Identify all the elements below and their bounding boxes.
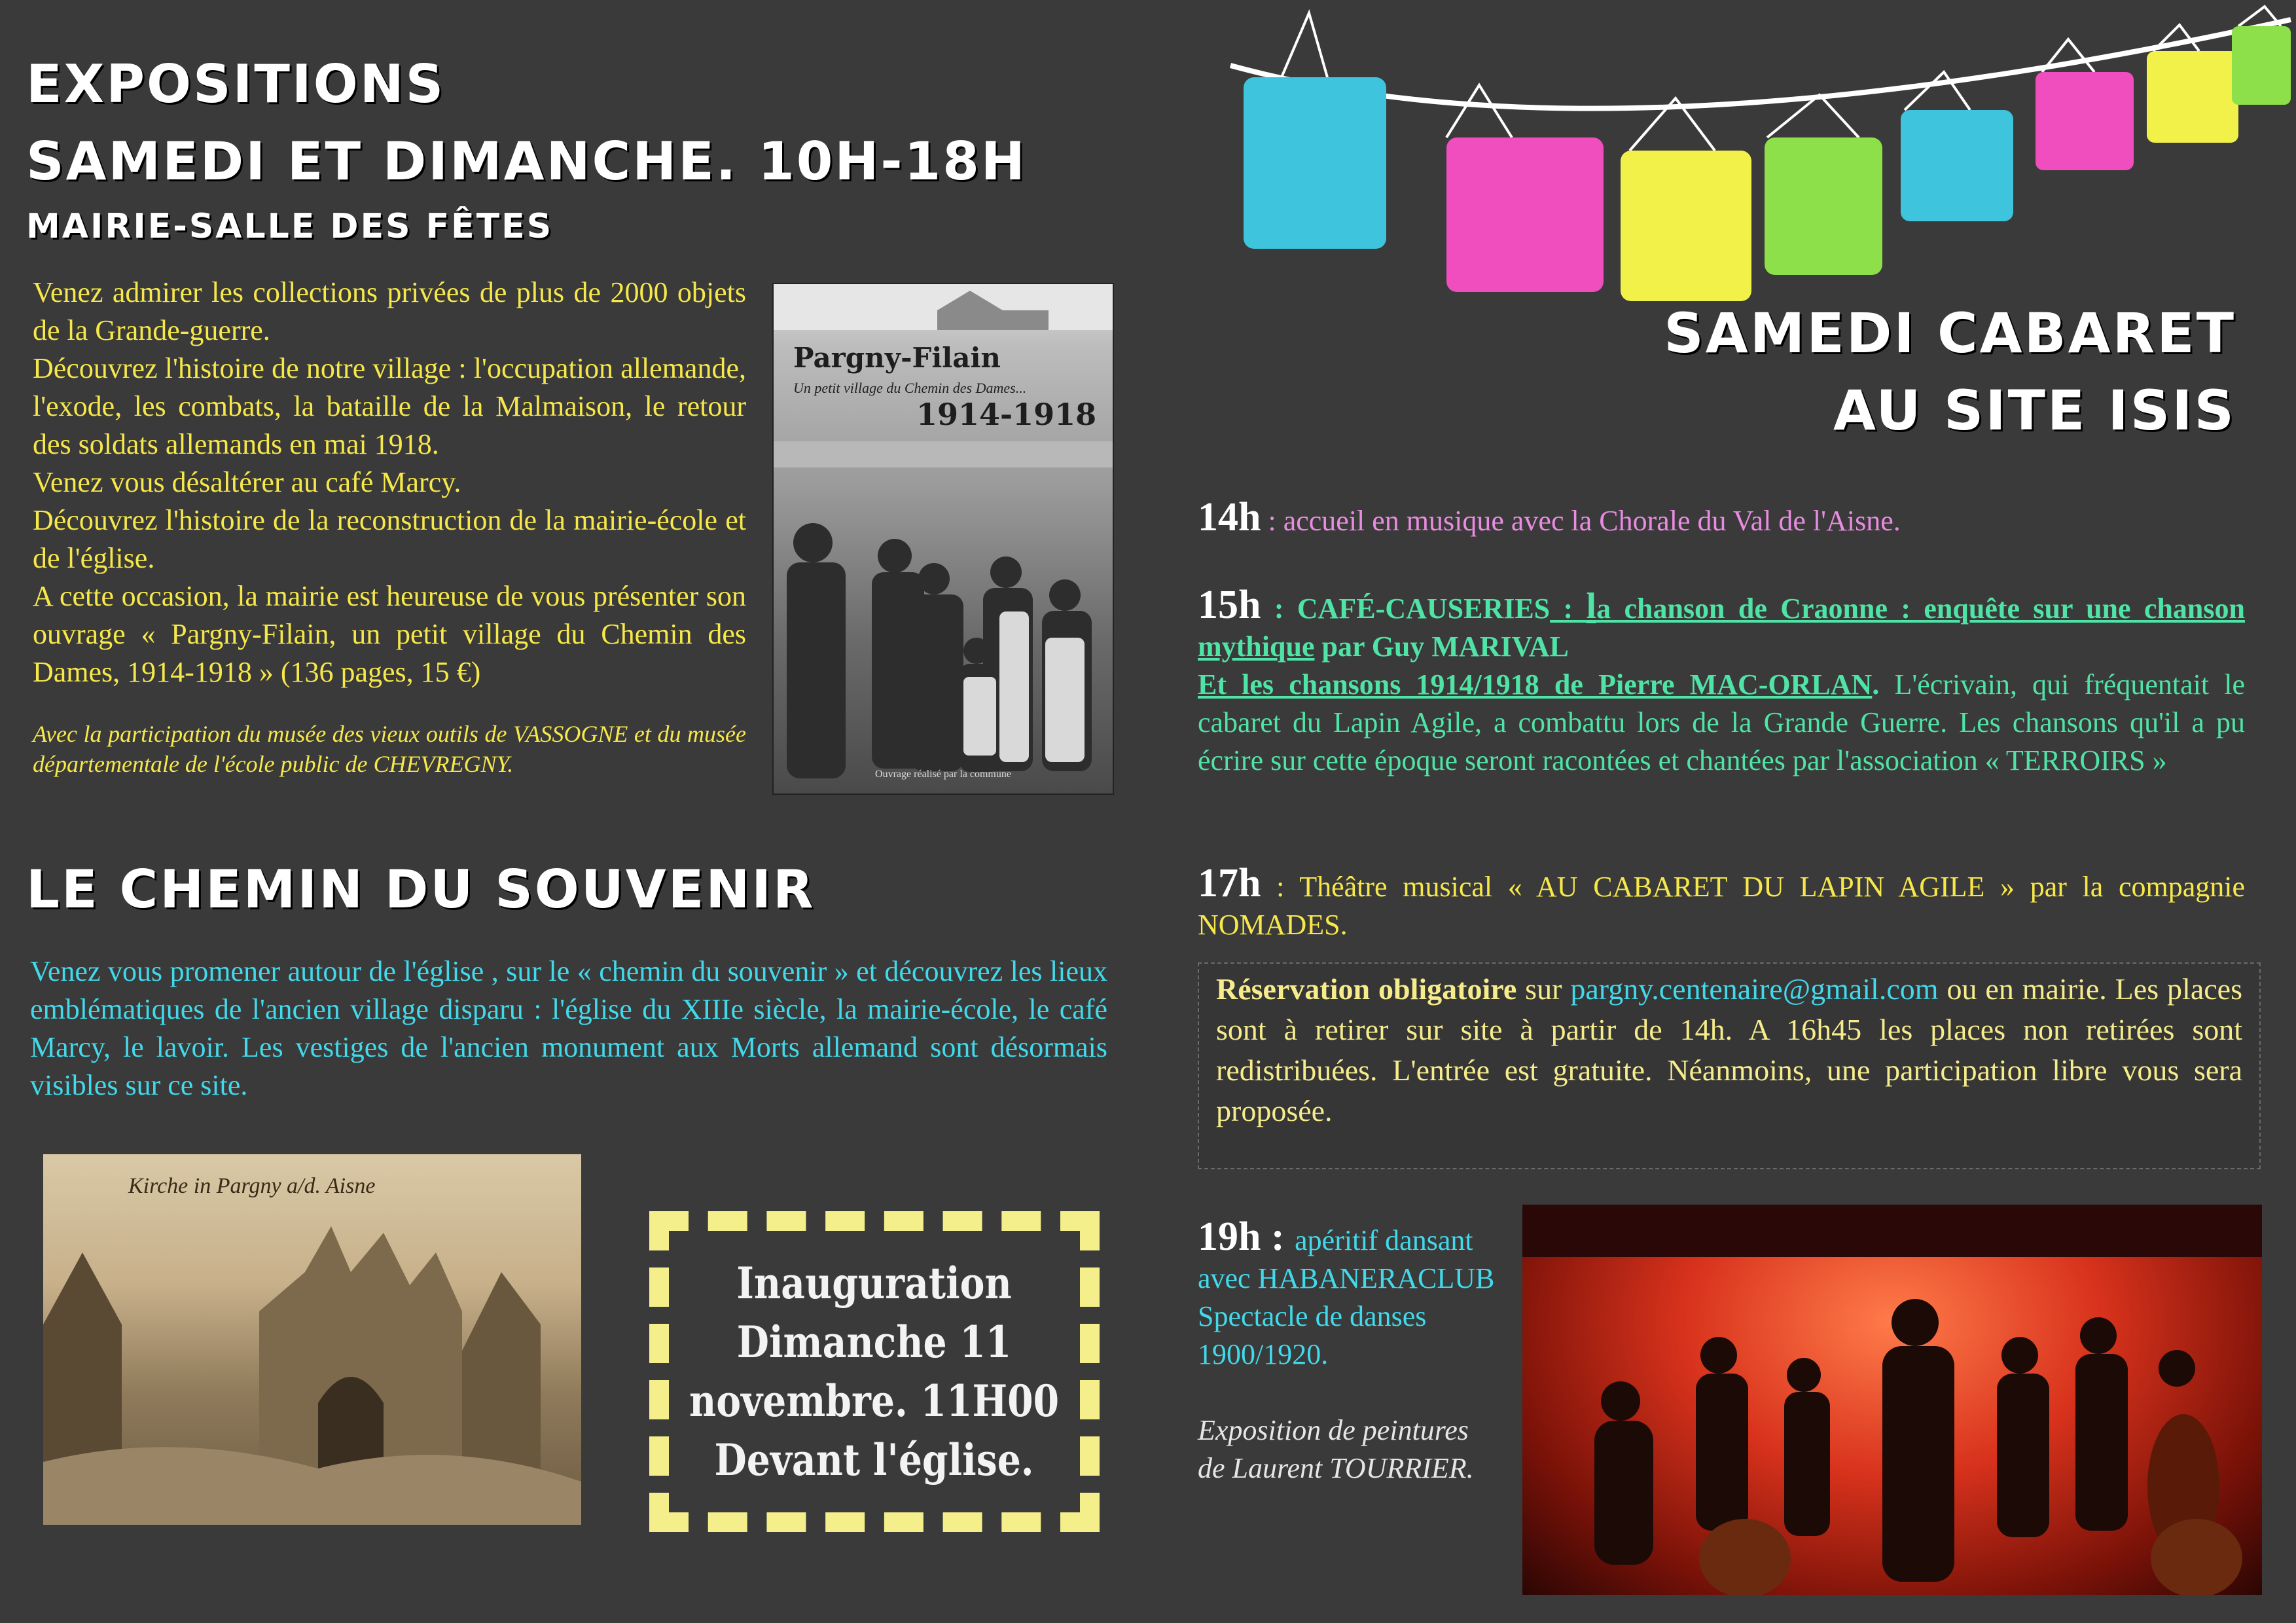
schedule-14h-text: : accueil en musique avec la Chorale du Val de l'Aisne. bbox=[1261, 505, 1901, 537]
lantern-icon bbox=[1244, 13, 1386, 249]
talk-craonne-speaker: par Guy MARIVAL bbox=[1314, 630, 1569, 663]
expo-paragraph: Découvrez l'histoire de la reconstruction de la mairie-école et de l'église. bbox=[33, 504, 746, 574]
inauguration-line: novembre. 11H00 bbox=[689, 1376, 1060, 1427]
book-years: 1914-1918 bbox=[916, 397, 1097, 432]
book-cover-image bbox=[772, 283, 1114, 795]
talk-mac-orlan-dot: . bbox=[1872, 668, 1880, 701]
inauguration-text bbox=[689, 1254, 1059, 1489]
inauguration-line: Devant l'église. bbox=[714, 1434, 1035, 1486]
reservation-details: ou en mairie. Les places sont à retirer sur site à partir de 14h. A 16h45 les places non retirées sont redistribuées. L'entrée est gratuite. Néanmoins, une participation libre vous sera proposée. bbox=[1216, 972, 2242, 1127]
cabaret-title-line1: SAMEDI CABARET bbox=[1664, 301, 2236, 365]
book-title: Pargny-Filain bbox=[793, 342, 1001, 374]
expositions-title: EXPOSITIONS bbox=[26, 54, 446, 115]
reservation-email-link[interactable]: pargny.centenaire@gmail.com bbox=[1570, 972, 1939, 1006]
time-14h: 14h bbox=[1198, 495, 1261, 539]
talk-mac-orlan: Et les chansons 1914/1918 de Pierre MAC-ORLAN bbox=[1198, 668, 1873, 701]
schedule-17h bbox=[1198, 861, 2245, 944]
expositions-location: MAIRIE-SALLE DES FÊTES bbox=[26, 207, 554, 246]
lantern-icon bbox=[1621, 98, 1751, 301]
talk-craonne: a chanson de Craonne : enquête sur une chanson mythique bbox=[1198, 593, 2245, 663]
stage-performers-illustration bbox=[1522, 1205, 2262, 1595]
schedule-14h bbox=[1198, 494, 2245, 541]
expo-paragraph: Venez admirer les collections privées de plus de 2000 objets de la Grande-guerre. bbox=[33, 276, 746, 346]
talk-mac-orlan-desc: L'écrivain, qui fréquentait le cabaret du Lapin Agile, a combattu lors de la Grande Guerre. Les chansons qu'il a pu écrire sur cette époque seront racontées et chantées par l'association « TERROIRS » bbox=[1198, 668, 2245, 776]
time-19h: 19h bbox=[1198, 1214, 1261, 1259]
cabaret-stage-photo bbox=[1522, 1205, 2262, 1595]
lantern-icon bbox=[1765, 95, 1882, 275]
lantern-icon bbox=[1446, 85, 1604, 292]
reservation-required: Réservation obligatoire bbox=[1216, 972, 1517, 1006]
chemin-title: LE CHEMIN DU SOUVENIR bbox=[26, 859, 816, 920]
book-subtitle: Un petit village du Chemin des Dames... bbox=[793, 380, 1027, 396]
cabaret-title-line2: AU SITE ISIS bbox=[1833, 378, 2236, 443]
expositions-dates: SAMEDI ET DIMANCHE. 10H-18H bbox=[26, 131, 1027, 192]
schedule-19h-line bbox=[1198, 1214, 1499, 1374]
talk-initial-letter: l bbox=[1586, 586, 1597, 627]
time-17h: 17h bbox=[1198, 861, 1261, 905]
painting-exhibition: Exposition de peintures de Laurent TOURRIER. bbox=[1198, 1414, 1474, 1484]
expo-participation-note: Avec la participation du musée des vieux outils de VASSOGNE et du musée départementale de l'école public de CHEVREGNY. bbox=[33, 721, 746, 777]
cafe-causeries-label: CAFÉ-CAUSERIES bbox=[1297, 593, 1551, 625]
cafe-causeries-colon: : bbox=[1550, 593, 1587, 625]
paper-lanterns-decoration bbox=[1217, 0, 2296, 301]
time-15h: 15h bbox=[1198, 583, 1261, 627]
lantern-icon bbox=[2147, 25, 2238, 143]
ruins-photo-caption: Kirche in Pargny a/d. Aisne bbox=[128, 1174, 376, 1198]
chemin-text: Venez vous promener autour de l'église , sur le « chemin du souvenir » et découvrez les lieux emblématiques de l'ancien village disparu : l'église du XIIIe siècle, la mairie-école, le café Marcy, le lavoir. Les vestiges de l'ancien monument aux Morts allemand sont désormais visibles sur ce site. bbox=[30, 955, 1107, 1101]
schedule-15h bbox=[1198, 583, 2245, 780]
inauguration-line: Inauguration bbox=[736, 1258, 1013, 1309]
lantern-icon bbox=[2036, 39, 2134, 170]
lantern-icon bbox=[1901, 72, 2013, 221]
schedule-19h-sep: : bbox=[1261, 1214, 1295, 1259]
schedule-19h bbox=[1198, 1214, 1499, 1487]
expositions-body bbox=[33, 274, 746, 779]
chemin-body bbox=[30, 953, 1107, 1104]
reservation-text bbox=[1216, 969, 2242, 1131]
reservation-pre: sur bbox=[1516, 972, 1571, 1006]
ruins-illustration bbox=[43, 1154, 581, 1525]
inauguration-box bbox=[649, 1211, 1100, 1532]
schedule-15h-sep: : bbox=[1261, 593, 1297, 625]
expo-paragraph: A cette occasion, la mairie est heureuse de vous présenter son ouvrage « Pargny-Filain, un petit village du Chemin des Dames, 1914-1918 » (136 pages, 15 €) bbox=[33, 580, 746, 688]
inauguration-line: Dimanche 11 bbox=[737, 1317, 1012, 1368]
schedule-19h-text: apéritif dansant avec HABANERACLUB Spectacle de danses 1900/1920. bbox=[1198, 1224, 1495, 1370]
church-ruins-photo bbox=[43, 1154, 581, 1525]
reservation-box bbox=[1198, 962, 2261, 1169]
schedule-17h-text: : Théâtre musical « AU CABARET DU LAPIN AGILE » par la compagnie NOMADES. bbox=[1198, 871, 2245, 941]
expo-paragraph: Venez vous désaltérer au café Marcy. bbox=[33, 466, 461, 498]
book-footer: Ouvrage réalisé par la commune bbox=[875, 769, 1011, 780]
expo-paragraph: Découvrez l'histoire de notre village : l'occupation allemande, l'exode, les combats, la bataille de la Malmaison, le retour des soldats allemands en mai 1918. bbox=[33, 352, 746, 460]
